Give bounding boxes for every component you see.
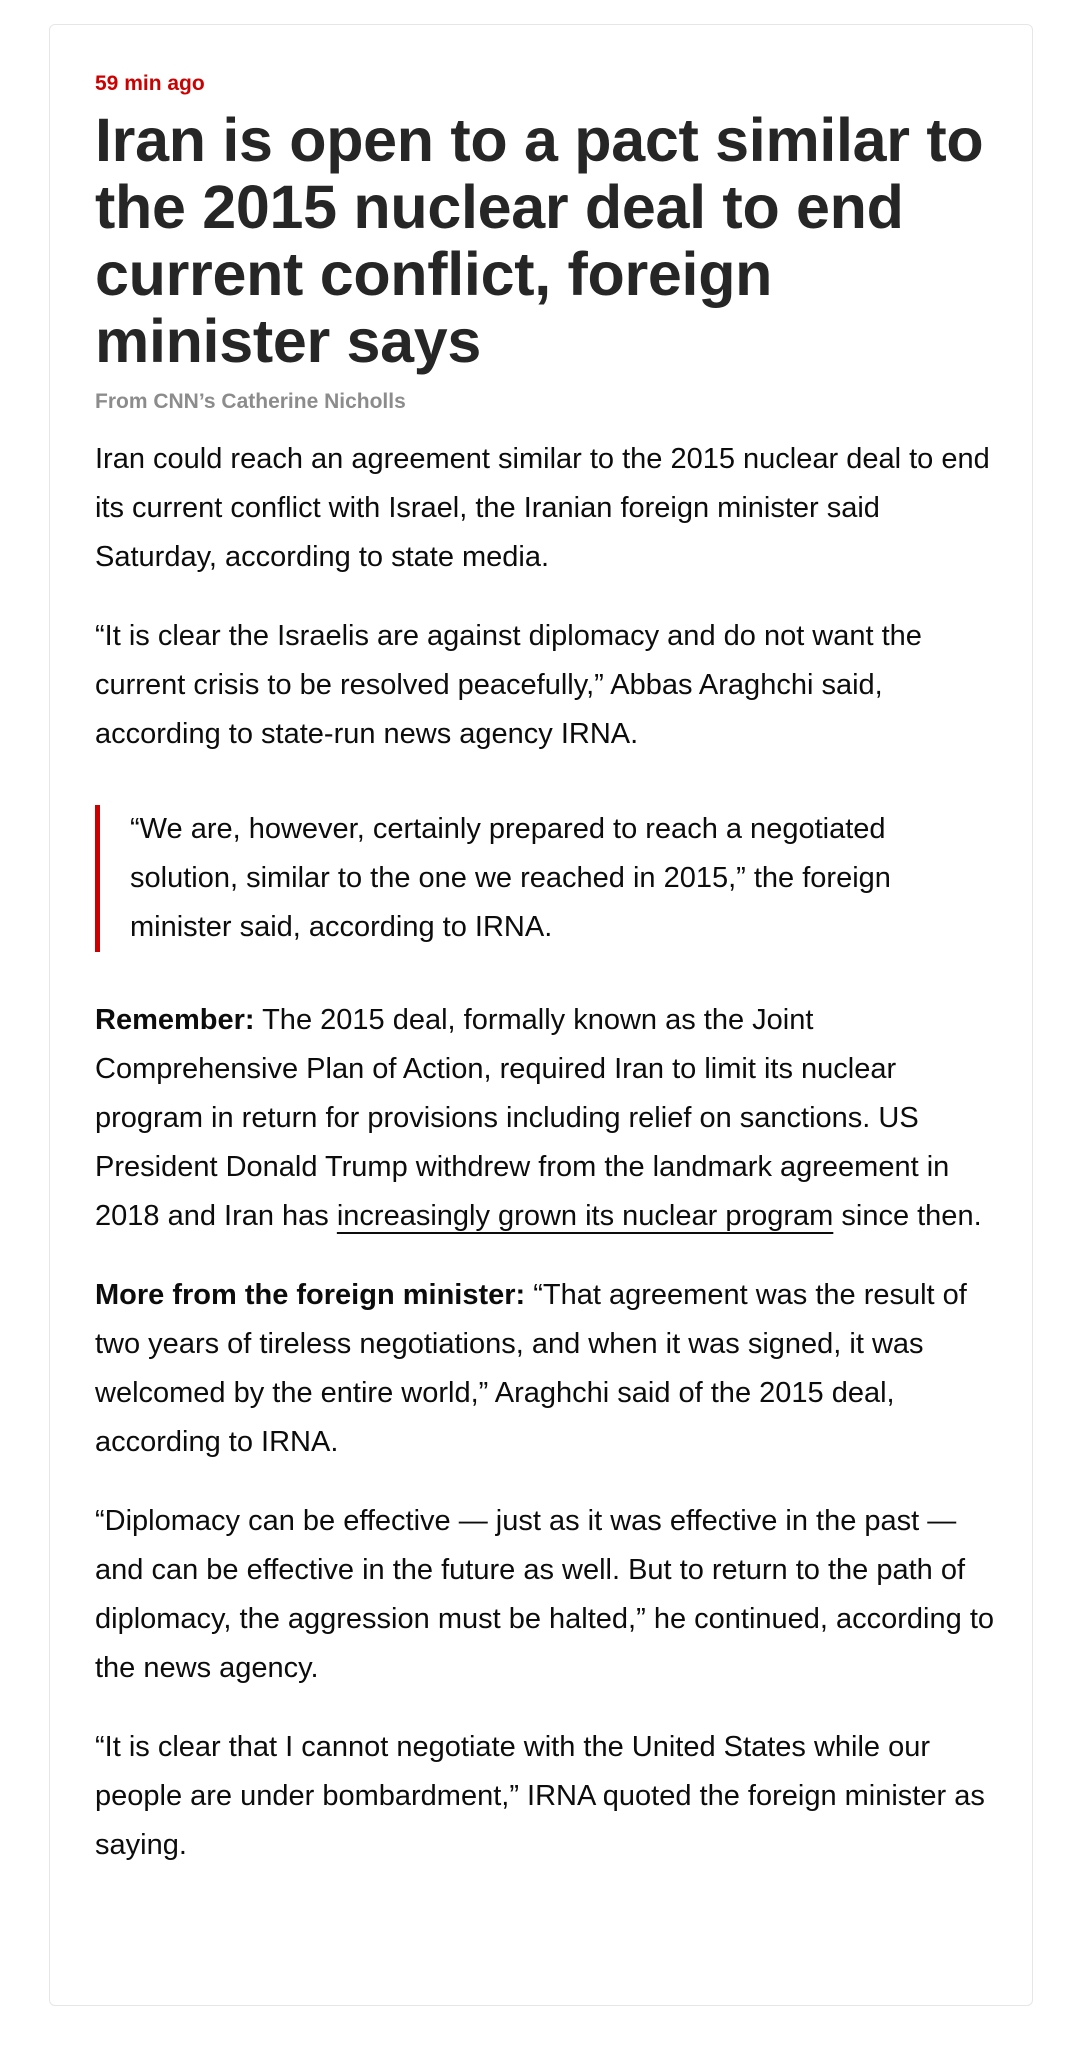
- post-content: [95, 69, 995, 1870]
- more-from-minister-paragraph: [95, 1271, 995, 1467]
- more-text: “That agreement was the result of two years of tireless negotiations, and when it was signed, it was welcomed by the entire world,” Araghchi said of the 2015 deal, according to IRNA.: [95, 1279, 967, 1458]
- remember-text: The 2015 deal, formally known as the Joint Comprehensive Plan of Action, required Iran to limit its nuclear program in return for provisions including relief on sanctions. US President Donald Trump withdrew from the landmark agreement in 2018 and Iran has: [95, 1004, 950, 1232]
- post-headline: Iran is open to a pact similar to the 2015 nuclear deal to end current conflict, foreign minister says: [95, 106, 984, 375]
- remember-label: Remember:: [95, 1004, 255, 1036]
- more-label: More from the foreign minister:: [95, 1279, 526, 1311]
- post-timestamp: 59 min ago: [95, 72, 205, 95]
- live-update-card: [49, 24, 1033, 2006]
- body-paragraph: “It is clear that I cannot negotiate with the United States while our people are under bombardment,” IRNA quoted the foreign minister as saying.: [95, 1731, 985, 1861]
- body-paragraph: Iran could reach an agreement similar to the 2015 nuclear deal to end its current conflict with Israel, the Iranian foreign minister said Saturday, according to state media.: [95, 443, 990, 573]
- body-paragraph: “Diplomacy can be effective — just as it was effective in the past — and can be effective in the future as well. But to return to the path of diplomacy, the aggression must be halted,” he continued, according to the news agency.: [95, 1505, 994, 1684]
- remember-text-end: since then.: [833, 1200, 982, 1232]
- post-byline: From CNN’s Catherine Nicholls: [95, 390, 406, 413]
- body-paragraph: “It is clear the Israelis are against diplomacy and do not want the current crisis to be resolved peacefully,” Abbas Araghchi said, according to state-run news agency IRNA.: [95, 620, 922, 750]
- pull-quote: [95, 805, 995, 952]
- pull-quote-text: “We are, however, certainly prepared to reach a negotiated solution, similar to the one we reached in 2015,” the foreign minister said, according to IRNA.: [130, 813, 891, 943]
- remember-paragraph: [95, 996, 995, 1241]
- nuclear-program-link[interactable]: increasingly grown its nuclear program: [336, 1200, 834, 1232]
